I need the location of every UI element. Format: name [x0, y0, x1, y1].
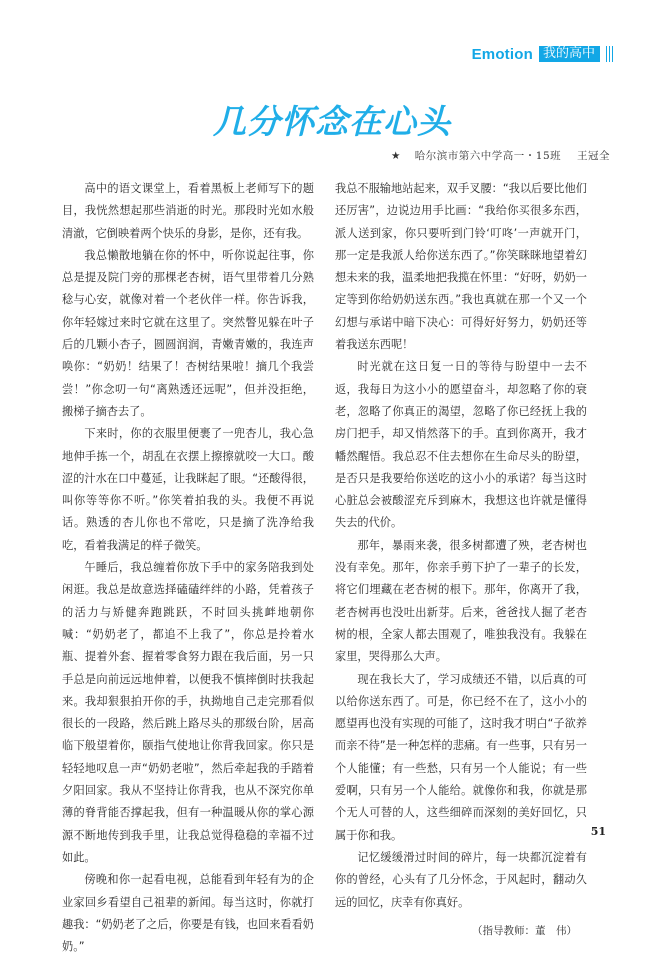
bar [606, 46, 607, 62]
page-number: 51 [590, 825, 606, 838]
right-column [335, 178, 587, 942]
paragraph: 那年，暴雨来袭，很多树都遭了殃，老杏树也没有幸免。那年，你亲手剪下护了一辈子的长发，将它们埋藏在老杏树的根下。那年，你离开了我，老杏树再也没吐出新芽。后来，爸爸找人掘了老杏树的根，全家人都去围观了，唯独我没有。我躲在家里，哭得那么大声。 [335, 538, 587, 664]
paragraph: 高中的语文课堂上，看着黑板上老师写下的题目，我恍然想起那些消逝的时光。那段时光如水般清澈，它倒映着两个快乐的身影，是你，还有我。 [62, 182, 314, 240]
paragraph: 我总懒散地躺在你的怀中，听你说起往事，你总是提及院门旁的那棵老杏树，语气里带着几分熟稔与心安，就像对着一个老伙伴一样。你告诉我，你年轻嫁过来时它就在这里了。突然瞥见躲在叶子后的几颗小杏子，圆圆润润，青嫩青嫩的，我连声唤你：“奶奶！结果了！杏树结果啦！摘几个我尝尝！”你念叨一句“离熟透还远呢”，但并没拒绝，搬梯子摘杏去了。 [62, 248, 314, 418]
paragraph: 记忆缓缓滑过时间的碎片，每一块都沉淀着有你的曾经，心头有了几分怀念，于风起时，翻动久远的回忆，庆幸有你真好。 [335, 850, 587, 909]
byline-author: 王冠全 [577, 150, 610, 162]
star-icon: ★ [391, 150, 401, 162]
bar [609, 46, 610, 62]
byline-school: 哈尔滨市第六中学高一・15班 [414, 150, 562, 162]
paragraph: 我总不服输地站起来，双手叉腰：“我以后要比他们还厉害”，边说边用手比画：“我给你买很多东西，派人送到家，你只要听到门铃‘叮咚’一声就开门，那一定是我派人给你送东西了。”你笑眯眯地望着幻想未来的我，温柔地把我揽在怀里：“好呀，奶奶一定等到你给奶奶送东西。”我也真就在那一个又一个幻想与承诺中暗下决心：可得好好努力，奶奶还等着我送东西呢！ [335, 182, 587, 352]
paragraph: 午睡后，我总缠着你放下手中的家务陪我到处闲逛。我总是故意选择磕磕绊绊的小路，凭着孩子的活力与矫健奔跑跳跃，不时回头挑衅地朝你喊：“奶奶老了，都追不上我了”，你总是拎着水瓶、提着外套、握着零食努力跟在我后面，另一只手总是向前远远地伸着，以便我不慎摔倒时扶我起来。我却狠狠拍开你的手，执拗地自己走完那看似很长的一段路，然后跳上路尽头的那级台阶，居高临下般望着你，颐指气使地让你背我回家。你只是轻轻地叹息一声“奶奶老啦”，然后牵起我的手踏着夕阳回家。我从不坚持让你背我，也从不深究你单薄的脊背能否撑起我，但有一种温暖从你的掌心源源不断地传到我手里，让我总觉得稳稳的幸福不过如此。 [62, 561, 314, 864]
section-label-en: Emotion [471, 45, 533, 63]
section-label-cn: 我的高中 [539, 46, 600, 62]
teacher-note: （指导教师：董 伟） [472, 924, 577, 937]
bar [612, 46, 613, 62]
section-header [472, 45, 615, 63]
article-title: 几分怀念在心头 [213, 102, 451, 141]
paragraph: 现在我长大了，学习成绩还不错，以后真的可以给你送东西了。可是，你已经不在了，这小小的愿望再也没有实现的可能了，这时我才明白“子欲养而亲不待”是一种怎样的悲痛。有一些事，只有另一个人能懂；有一些愁，只有另一个人能说；有一些爱啊，只有另一个人能给。就像你和我，你就是那个无人可替的人，这些细碎而深刻的美好回忆，只属于你和我。 [335, 672, 587, 842]
paragraph: 傍晚和你一起看电视，总能看到年轻有为的企业家回乡看望自己祖辈的新闻。每当这时，你就打趣我：“奶奶老了之后，你要是有钱，也回来看看奶奶。” [62, 873, 314, 954]
byline [391, 148, 610, 163]
paragraph: 下来时，你的衣服里便裹了一兜杏儿，我心急地伸手拣一个，胡乱在衣摆上擦擦就咬一大口。酸涩的汁水在口中蔓延，让我眯起了眼。“还酸得很，叫你等等你不听。”你笑着拍我的头。我便不再说话。熟透的杏儿你也不常吃，只是摘了洗净给我吃，看着我满足的样子微笑。 [62, 427, 314, 552]
decorative-bars-icon [606, 46, 615, 62]
paragraph: 时光就在这日复一日的等待与盼望中一去不返，我每日为这小小的愿望奋斗，却忽略了你的衰老，忽略了你真正的渴望，忽略了你已经抚上我的房门把手，却又悄然落下的手。直到你离开，我才幡然醒悟。我总忍不住去想你在生命尽头的盼望，是否只是我要给你送吃的这小小的承诺？每当这时心脏总会被酸涩充斥到麻木，我想这也许就是懂得失去的代价。 [335, 360, 587, 530]
left-column [62, 178, 314, 958]
